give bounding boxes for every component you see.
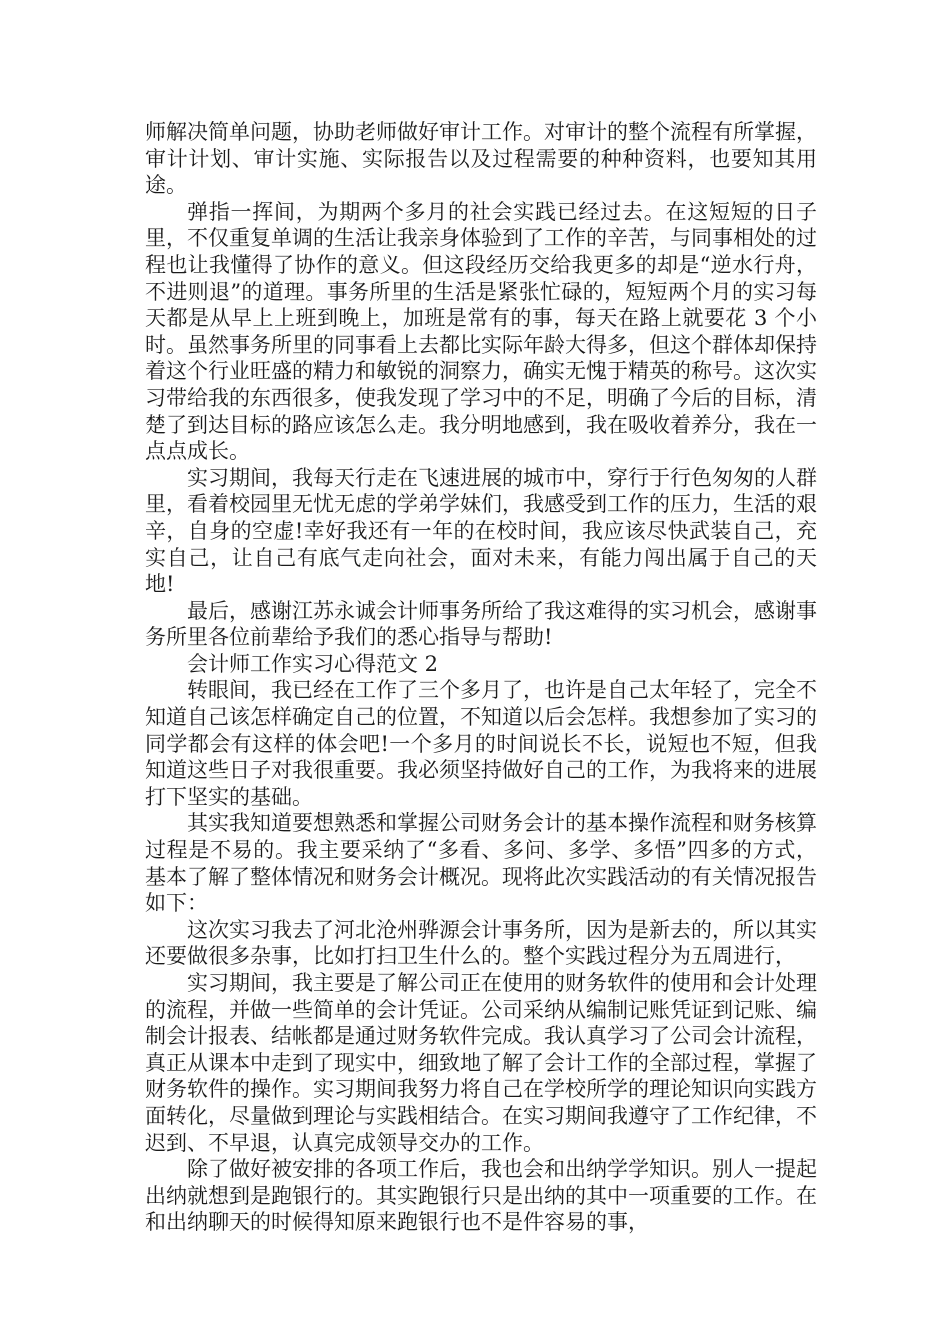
paragraph: 实习期间，我每天行走在飞速进展的城市中，穿行于行色匆匆的人群里，看着校园里无忧无虑的学弟学妹们，我感受到工作的压力，生活的艰辛，自身的空虚!幸好我还有一年的在校时间，我应该尽快武装自己，充实自己，让自己有底气走向社会，面对未来，有能力闯出属于自己的天地!	[145, 465, 817, 597]
document-body	[145, 119, 817, 1236]
section-heading: 会计师工作实习心得范文 2	[187, 651, 439, 676]
paragraph: 实习期间，我主要是了解公司正在使用的财务软件的使用和会计处理的流程，并做一些简单的会计凭证。公司采纳从编制记账凭证到记账、编制会计报表、结帐都是通过财务软件完成。我认真学习了公司会计流程，真正从课本中走到了现实中，细致地了解了会计工作的全部过程，掌握了财务软件的操作。实习期间我努力将自己在学校所学的理论知识向实践方面转化，尽量做到理论与实践相结合。在实习期间我遵守了工作纪律，不迟到、不早退，认真完成领导交办的工作。	[145, 971, 817, 1155]
paragraph: 师解决简单问题，协助老师做好审计工作。对审计的整个流程有所掌握，审计计划、审计实施、实际报告以及过程需要的种种资料，也要知其用途。	[145, 120, 817, 198]
paragraph: 其实我知道要想熟悉和掌握公司财务会计的基本操作流程和财务核算过程是不易的。我主要采纳了“多看、多问、多学、多悟”四多的方式，基本了解了整体情况和财务会计概况。现将此次实践活动的有关情况报告如下：	[145, 811, 817, 916]
paragraph: 弹指一挥间，为期两个多月的社会实践已经过去。在这短短的日子里，不仅重复单调的生活让我亲身体验到了工作的辛苦，与同事相处的过程也让我懂得了协作的意义。但这段经历交给我更多的却是“逆水行舟，不进则退”的道理。事务所里的生活是紧张忙碌的，短短两个月的实习每天都是从早上上班到晚上，加班是常有的事，每天在路上就要花 3 个小时。虽然事务所里的同事看上去都比实际年龄大得多，但这个群体却保持着这个行业旺盛的精力和敏锐的洞察力，确实无愧于精英的称号。这次实习带给我的东西很多，使我发现了学习中的不足，明确了今后的目标，清楚了到达目标的路应该怎么走。我分明地感到，我在吸收着养分，我在一点点成长。	[145, 199, 817, 464]
paragraph: 除了做好被安排的各项工作后，我也会和出纳学学知识。别人一提起出纳就想到是跑银行的。其实跑银行只是出纳的其中一项重要的工作。在和出纳聊天的时候得知原来跑银行也不是件容易的事，	[145, 1157, 817, 1235]
paragraph: 最后，感谢江苏永诚会计师事务所给了我这难得的实习机会，感谢事务所里各位前辈给予我们的悉心指导与帮助!	[145, 598, 817, 650]
paragraph: 转眼间，我已经在工作了三个多月了，也许是自己太年轻了，完全不知道自己该怎样确定自己的位置，不知道以后会怎样。我想参加了实习的同学都会有这样的体会吧!一个多月的时间说长不长，说短也不短，但我知道这些日子对我很重要。我必须坚持做好自己的工作，为我将来的进展打下坚实的基础。	[145, 678, 817, 809]
paragraph: 这次实习我去了河北沧州骅源会计事务所，因为是新去的，所以其实还要做很多杂事，比如打扫卫生什么的。整个实践过程分为五周进行，	[145, 917, 817, 969]
